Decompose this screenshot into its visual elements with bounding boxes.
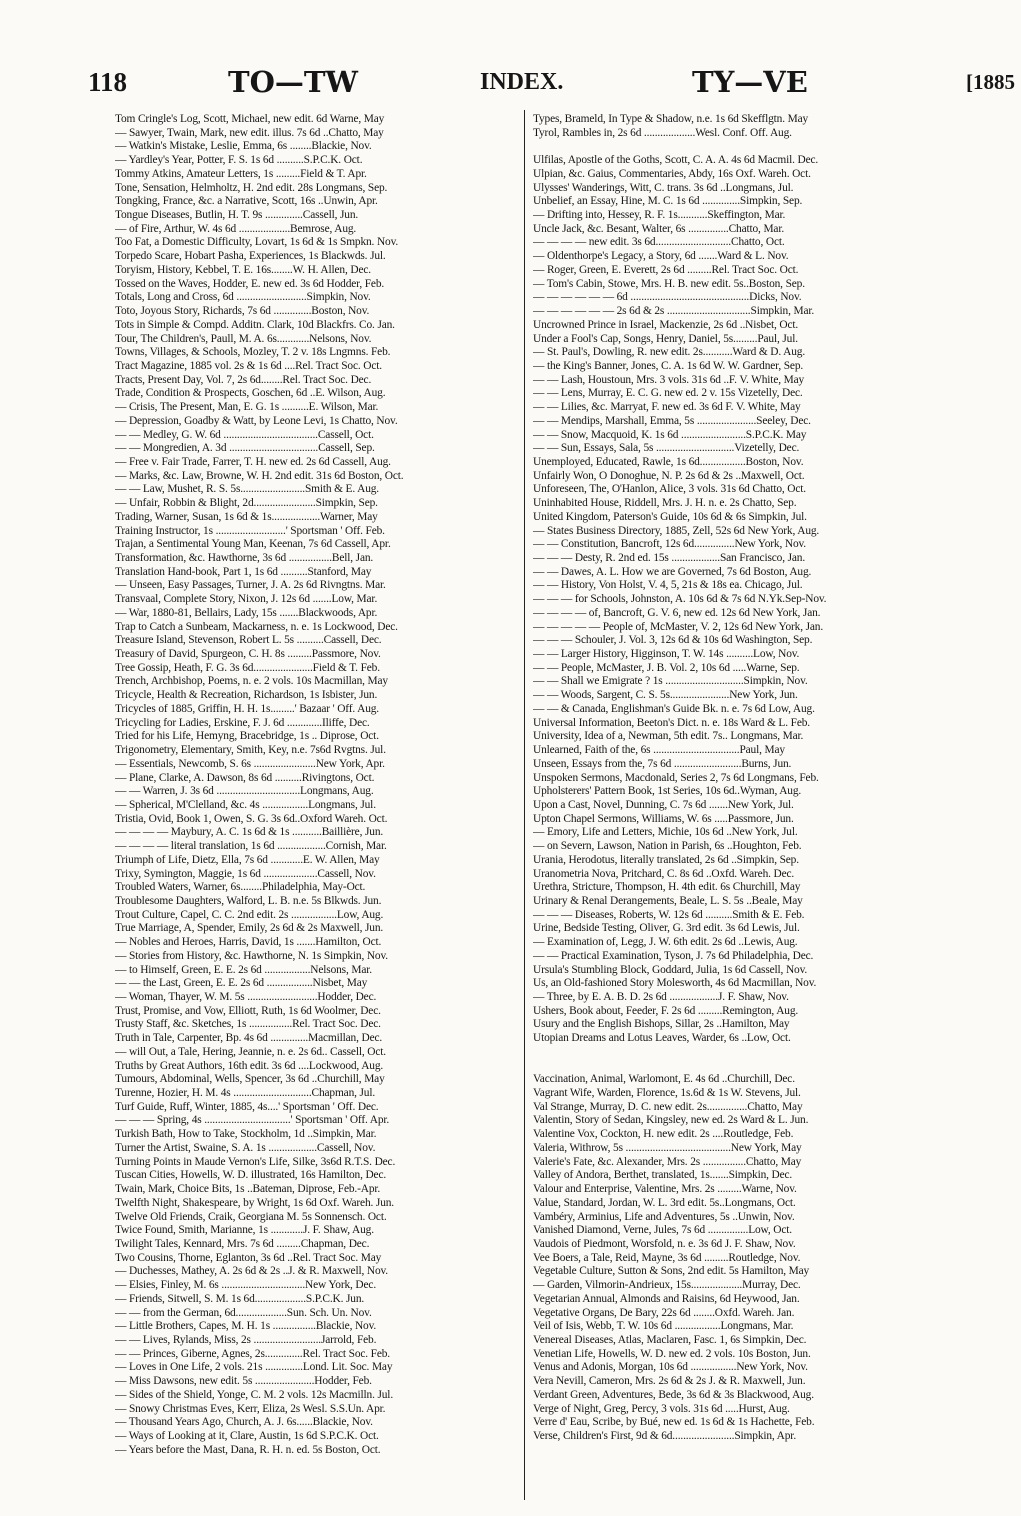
index-entry: — — History, Von Holst, V. 4, 5, 21s & 18s ea. Chicago, Jul. [533, 579, 803, 592]
index-entry: Urethra, Stricture, Thompson, H. 4th edit. 6s Churchill, May [533, 881, 801, 894]
index-entry: Upon a Cast, Novel, Dunning, C. 7s 6d .......New York, Jul. [533, 798, 794, 811]
index-entry: Tommy Atkins, Amateur Letters, 1s .........Field & T. Apr. [115, 167, 367, 180]
index-entry: Venus and Adonis, Morgan, 10s 6d .................New York, Nov. [533, 1361, 808, 1374]
index-entry: — to Himself, Green, E. E. 2s 6d .................Nelsons, Mar. [115, 963, 372, 976]
index-entry: Ulfilas, Apostle of the Goths, Scott, C. A. A. 4s 6d Macmil. Dec. [533, 154, 819, 167]
index-entry: Verre d' Eau, Scribe, by Bué, new ed. 1s 6d & 1s Hachette, Feb. [533, 1416, 815, 1429]
index-entry: Vaudois of Piedmont, Worsfold, n. e. 3s 6d J. F. Shaw, Nov. [533, 1237, 796, 1250]
index-entry: — Plane, Clarke, A. Dawson, 8s 6d ..........Rivingtons, Oct. [115, 771, 375, 784]
index-entry: — Watkin's Mistake, Leslie, Emma, 6s ........Blackie, Nov. [115, 140, 372, 153]
index-entry: — Years before the Mast, Dana, R. H. n. ed. 5s Boston, Oct. [115, 1443, 381, 1456]
index-entry: Turner the Artist, Swaine, S. A. 1s ..................Cassell, Nov. [115, 1141, 376, 1154]
index-entry: Valley of Andora, Berthet, translated, 1s.......Simpkin, Dec. [533, 1169, 793, 1182]
index-entry: Tots in Simple & Compd. Additn. Clark, 10d Blackfrs. Co. Jan. [115, 318, 395, 331]
index-entry: — Yardley's Year, Potter, F. S. 1s 6d ..........S.P.C.K. Oct. [115, 154, 363, 167]
index-entry: — Stories from History, &c. Hawthorne, N. 1s Simpkin, Nov. [115, 949, 388, 962]
index-entry: — — Law, Mushet, R. S. 5s........................Smith & E. Aug. [115, 483, 379, 496]
index-entry: — — — Spring, 4s ................................' Sportsman ' Off. Apr. [115, 1114, 390, 1127]
index-entry: Valentine Vox, Cockton, H. new edit. 2s ....Routledge, Feb. [533, 1128, 794, 1141]
index-entry: — — — Schouler, J. Vol. 3, 12s 6d & 10s 6d Washington, Sep. [533, 634, 813, 647]
index-entry: — — Medley, G. W. 6d ...................................Cassell, Oct. [115, 428, 374, 441]
index-entry: Ulpian, &c. Gaius, Commentaries, Abdy, 16s Oxf. Wareh. Oct. [533, 167, 811, 180]
index-entry: — Little Brothers, Capes, M. H. 1s ................Blackie, Nov. [115, 1320, 377, 1333]
index-entry: Turenne, Hozier, H. M. 4s .............................Chapman, Jul. [115, 1087, 376, 1100]
index-entry: Troubled Waters, Warner, 6s........Philadelphia, May-Oct. [115, 881, 366, 894]
index-entry: — — — — — — 2s 6d & 2s ...............................Simpkin, Mar. [533, 305, 815, 318]
index-entry: Tricycling for Ladies, Erskine, F. J. 6d .............Iliffe, Dec. [115, 716, 370, 729]
index-entry: — Spherical, M'Clelland, &c. 4s .................Longmans, Jul. [115, 798, 376, 811]
index-entry: Toto, Joyous Story, Richards, 7s 6d ..............Boston, Nov. [115, 305, 370, 318]
index-entry: — — Shall we Emigrate ? 1s .............................Simpkin, Nov. [533, 675, 808, 688]
index-entry: Triumph of Life, Dietz, Ella, 7s 6d ............E. W. Allen, May [115, 853, 380, 866]
index-entry: Upholsterers' Pattern Book, 1st Series, 10s 6d..Wyman, Aug. [533, 785, 802, 798]
index-entry: Turf Guide, Ruff, Winter, 1885, 4s....' Sportsman ' Off. Dec. [115, 1100, 379, 1113]
index-entry: — Friends, Sitwell, S. M. 1s 6d...................S.P.C.K. Jun. [115, 1292, 365, 1305]
index-entry: — — Princes, Giberne, Agnes, 2s..............Rel. Tract Soc. Feb. [115, 1347, 390, 1360]
index-entry: — Tom's Cabin, Stowe, Mrs. H. B. new edit. 5s..Boston, Sep. [533, 277, 805, 290]
index-entry: — Woman, Thayer, W. M. 5s ..........................Hodder, Dec. [115, 991, 377, 1003]
index-entry: Vambéry, Arminius, Life and Adventures, 5s ..Unwin, Nov. [533, 1210, 795, 1223]
index-entry: Tried for his Life, Hemyng, Bracebridge, 1s .. Diprose, Oct. [115, 730, 379, 743]
index-entry: — Free v. Fair Trade, Farrer, T. H. new ed. 2s 6d Cassell, Aug. [115, 455, 391, 468]
index-entry: Training Instructor, 1s ..........................' Sportsman ' Off. Feb. [115, 524, 385, 537]
index-entry: — Depression, Goadby & Watt, by Leone Levi, 1s Chatto, Nov. [115, 414, 398, 427]
index-entry: Tract Magazine, 1885 vol. 2s & 1s 6d ....Rel. Tract Soc. Oct. [115, 359, 382, 372]
index-entry: — — — for Schools, Johnston, A. 10s 6d & 7s 6d N.Yk.Sep-Nov. [533, 593, 827, 606]
index-entry: — Duchesses, Mathey, A. 2s 6d & 2s ..J. & R. Maxwell, Nov. [115, 1265, 388, 1278]
index-entry: — Thousand Years Ago, Church, A. J. 6s......Blackie, Nov. [115, 1416, 373, 1429]
index-entry: Val Strange, Murray, D. C. new edit. 2s...............Chatto, May [533, 1100, 803, 1113]
index-entry: — Loves in One Life, 2 vols. 21s ..............Lond. Lit. Soc. May [115, 1361, 393, 1374]
index-entry: — Three, by E. A. B. D. 2s 6d ..................J. F. Shaw, Nov. [533, 991, 789, 1003]
index-entry: — — from the German, 6d...................Sun. Sch. Un. Nov. [115, 1306, 372, 1319]
index-entry: Trusty Staff, &c. Sketches, 1s ................Rel. Tract Soc. Dec. [115, 1018, 381, 1031]
index-entry: Trust, Promise, and Vow, Elliott, Ruth, 1s 6d Woolmer, Dec. [115, 1004, 381, 1017]
index-entry: — Nobles and Heroes, Harris, David, 1s .......Hamilton, Oct. [115, 936, 382, 949]
index-entry: — — & Canada, Englishman's Guide Bk. n. e. 7s 6d Low, Aug. [533, 702, 815, 715]
index-entry: Uranometria Nova, Pritchard, C. 8s 6d ..Oxfd. Wareh. Dec. [533, 867, 795, 880]
index-entry: — Unfair, Robbin & Blight, 2d.......................Simpkin, Sep. [115, 497, 378, 510]
index-entry: Tom Cringle's Log, Scott, Michael, new edit. 6d Warne, May [115, 113, 385, 125]
index-entry: — — — — new edit. 3s 6d............................Chatto, Oct. [533, 236, 785, 249]
index-entry: — Oldenthorpe's Legacy, a Story, 6d .......Ward & L. Nov. [533, 250, 789, 263]
index-entry: Unspoken Sermons, Macdonald, Series 2, 7s 6d Longmans, Feb. [533, 771, 819, 784]
index-entry: — — Mendips, Marshall, Emma, 5s ......................Seeley, Dec. [533, 414, 811, 427]
index-entry: — Marks, &c. Law, Browne, W. H. 2nd edit. 31s 6d Boston, Oct. [115, 469, 404, 482]
index-entry: Treasury of David, Spurgeon, C. H. 8s .........Passmore, Nov. [115, 648, 381, 661]
index-entry: Twilight Tales, Kennard, Mrs. 7s 6d .........Chapman, Dec. [115, 1237, 370, 1250]
index-entry: Unseen, Essays from the, 7s 6d .........................Burns, Jun. [533, 757, 792, 770]
index-entry: Tongking, France, &c. a Narrative, Scott, 16s ..Unwin, Apr. [115, 195, 378, 208]
index-entry: — — — — literal translation, 1s 6d ..................Cornish, Mar. [115, 840, 387, 853]
index-entry: Tricycle, Health & Recreation, Richardson, 1s Isbister, Jun. [115, 689, 378, 702]
index-entry: Transformation, &c. Hawthorne, 3s 6d ................Bell, Jan. [115, 552, 374, 564]
index-entry: Tongue Diseases, Butlin, H. T. 9s ..............Cassell, Jun. [115, 209, 359, 222]
index-entry: Veil of Isis, Webb, T. W. 10s 6d .................Longmans, Mar. [533, 1320, 794, 1333]
index-entry: Unforeseen, The, O'Hanlon, Alice, 3 vols. 31s 6d Chatto, Oct. [533, 483, 806, 496]
index-entry: — — Sun, Essays, Sala, 5s .............................Vizetelly, Dec. [533, 442, 800, 455]
index-entry: Twice Found, Smith, Marianne, 1s ............J. F. Shaw, Aug. [115, 1224, 374, 1237]
left-range-heading: TO—TW [228, 65, 358, 99]
index-entry: Valeria, Withrow, 5s .......................................New York, May [533, 1141, 802, 1154]
index-entry: Tristia, Ovid, Book 1, Owen, S. G. 3s 6d..Oxford Wareh. Oct. [115, 812, 388, 825]
index-entry: Usury and the English Bishops, Sillar, 2s ..Hamilton, May [533, 1018, 790, 1031]
index-entry: Tyrol, Rambles in, 2s 6d ...................Wesl. Conf. Off. Aug. [533, 126, 792, 139]
index-entry: Urine, Bedside Testing, Oliver, G. 3rd edit. 3s 6d Lewis, Jul. [533, 922, 800, 935]
index-entry: Treasure Island, Stevenson, Robert L. 5s ..........Cassell, Dec. [115, 634, 382, 647]
index-entry: — Garden, Vilmorin-Andrieux, 15s...................Murray, Dec. [533, 1279, 801, 1292]
index-entry: Too Fat, a Domestic Difficulty, Lovart, 1s 6d & 1s Smpkn. Nov. [115, 236, 399, 249]
index-entry: Trajan, a Sentimental Young Man, Keenan, 7s 6d Cassell, Apr. [115, 538, 391, 551]
section-gap [533, 140, 951, 154]
index-entry: — War, 1880-81, Bellairs, Lady, 15s .......Blackwoods, Apr. [115, 606, 378, 619]
index-entry: Trixy, Symington, Maggie, 1s 6d ....................Cassell, Nov. [115, 867, 376, 880]
index-entry: Totals, Long and Cross, 6d ..........................Simpkin, Nov. [115, 291, 371, 304]
index-entry: Vanished Diamond, Verne, Jules, 7s 6d ...............Low, Oct. [533, 1224, 792, 1237]
index-entry: Verse, Children's First, 9d & 6d.......................Simpkin, Apr. [533, 1430, 797, 1442]
index-entry: Uninhabited House, Riddell, Mrs. J. H. n. e. 2s Chatto, Sep. [533, 497, 797, 510]
index-entry: Under a Fool's Cap, Songs, Henry, Daniel, 5s.........Paul, Jul. [533, 332, 798, 345]
index-entry: Urinary & Renal Derangements, Beale, L. S. 5s ..Beale, May [533, 894, 803, 907]
index-entry: Twelfth Night, Shakespeare, by Wright, 1s 6d Oxf. Wareh. Jun. [115, 1196, 394, 1209]
index-entry: — Miss Dawsons, new edit. 5s ......................Hodder, Feb. [115, 1375, 372, 1388]
left-column [115, 113, 517, 1457]
right-range-heading: TY—VE [692, 65, 808, 99]
index-entry: Tone, Sensation, Helmholtz, H. 2nd edit. 28s Longmans, Sep. [115, 181, 388, 194]
index-entry: Unlearned, Faith of the, 6s ................................Paul, May [533, 744, 785, 757]
index-entry: Troublesome Daughters, Walford, L. B. n.e. 5s Blkwds. Jun. [115, 894, 382, 907]
index-entry: Tracts, Present Day, Vol. 7, 2s 6d........Rel. Tract Soc. Dec. [115, 373, 372, 386]
index-entry: Vaccination, Animal, Warlomont, E. 4s 6d ..Churchill, Dec. [533, 1073, 795, 1086]
index-entry: Turkish Bath, How to Take, Stockholm, 1d ..Simpkin, Mar. [115, 1128, 377, 1141]
section-gap [533, 1046, 951, 1060]
index-entry: Valour and Enterprise, Valentine, Mrs. 2s .........Warne, Nov. [533, 1183, 797, 1196]
index-entry: Unemployed, Educated, Rawle, 1s 6d.................Boston, Nov. [533, 455, 804, 468]
index-entry: — will Out, a Tale, Hering, Jeannie, n. e. 2s 6d.. Cassell, Oct. [115, 1045, 386, 1058]
index-entry: Utopian Dreams and Lotus Leaves, Warder, 6s ..Low, Oct. [533, 1032, 791, 1045]
index-entry: Trench, Archbishop, Poems, n. e. 2 vols. 10s Macmillan, May [115, 675, 388, 688]
index-entry: — — Lilies, &c. Marryat, F. new ed. 3s 6d F. V. White, May [533, 401, 801, 414]
index-entry: Ursula's Stumbling Block, Goddard, Julia, 1s 6d Cassell, Nov. [533, 963, 808, 976]
index-entry: — Unseen, Easy Passages, Turner, J. A. 2s 6d Rivngtns. Mar. [115, 579, 386, 592]
index-entry: — Sawyer, Twain, Mark, new edit. illus. 7s 6d ..Chatto, May [115, 126, 384, 139]
index-entry: Transvaal, Complete Story, Nixon, J. 12s 6d .......Low, Mar. [115, 593, 378, 606]
index-entry: Ulysses' Wanderings, Witt, C. trans. 3s 6d ..Longmans, Jul. [533, 181, 794, 194]
index-entry: Two Cousins, Thorne, Eglanton, 3s 6d ..Rel. Tract Soc. May [115, 1251, 382, 1264]
index-entry: Tree Gossip, Heath, F. G. 3s 6d......................Field & T. Feb. [115, 661, 380, 674]
index-entry: — Roger, Green, E. Everett, 2s 6d .........Rel. Tract Soc. Oct. [533, 263, 799, 276]
index-entry: Twelve Old Friends, Craik, Georgiana M. 5s Sonnensch. Oct. [115, 1210, 387, 1223]
index-entry: — Elsies, Finley, M. 6s ...............................New York, Dec. [115, 1279, 377, 1292]
index-entry: Urania, Herodotus, literally translated, 2s 6d ..Simpkin, Sep. [533, 853, 799, 866]
index-entry: — — — Desty, R. 2nd ed. 15s ..................San Francisco, Jan. [533, 552, 806, 564]
index-entry: — of Fire, Arthur, W. 4s 6d ...................Bemrose, Aug. [115, 222, 357, 235]
index-entry: Trout Culture, Capel, C. C. 2nd edit. 2s .................Low, Aug. [115, 908, 384, 921]
index-entry: — St. Paul's, Dowling, R. new edit. 2s...........Ward & D. Aug. [533, 346, 806, 359]
index-entry: Tuscan Cities, Howells, W. D. illustrated, 16s Hamilton, Dec. [115, 1169, 387, 1182]
index-entry: Trade, Condition & Prospects, Goschen, 6d ..E. Wilson, Aug. [115, 387, 386, 400]
right-column [533, 113, 951, 1444]
index-entry: — — Woods, Sargent, C. S. 5s......................New York, Jun. [533, 689, 798, 702]
index-entry: Vegetative Organs, De Bary, 22s 6d ........Oxfd. Wareh. Jan. [533, 1306, 795, 1319]
index-entry: University, Idea of a, Newman, 5th edit. 7s.. Longmans, Mar. [533, 730, 804, 743]
index-entry: Torpedo Scare, Hobart Pasha, Experiences, 1s Blackwds. Jul. [115, 250, 386, 263]
index-entry: Twain, Mark, Choice Bits, 1s ..Bateman, Diprose, Feb.-Apr. [115, 1183, 381, 1196]
index-entry: Upton Chapel Sermons, Williams, W. 6s .....Passmore, Jun. [533, 812, 794, 825]
index-entry: Unfairly Won, O Donoghue, N. P. 2s 6d & 2s ..Maxwell, Oct. [533, 469, 805, 482]
index-entry: — — Constitution, Bancroft, 12s 6d...............New York, Nov. [533, 538, 806, 551]
index-entry: Types, Brameld, In Type & Shadow, n.e. 1s 6d Skefflgtn. May [533, 113, 809, 125]
index-entry: — — People, McMaster, J. B. Vol. 2, 10s 6d .....Warne, Sep. [533, 661, 800, 674]
index-entry: — — — — — People of, McMaster, V. 2, 12s 6d New York, Jan. [533, 620, 824, 633]
index-entry: Truths by Great Authors, 16th edit. 3s 6d ....Lockwood, Aug. [115, 1059, 384, 1072]
index-entry: — Emory, Life and Letters, Michie, 10s 6d ..New York, Jul. [533, 826, 798, 839]
index-entry: Vera Nevill, Cameron, Mrs. 2s 6d & 2s J. & R. Maxwell, Jun. [533, 1375, 806, 1388]
index-entry: — — Mongredien, A. 3d .................................Cassell, Sep. [115, 442, 375, 455]
index-entry: — the King's Banner, Jones, C. A. 1s 6d W. W. Gardner, Sep. [533, 359, 804, 372]
index-entry: Tricycles of 1885, Griffin, H. H. 1s.........' Bazaar ' Off. Aug. [115, 702, 380, 715]
index-entry: — — Lash, Houstoun, Mrs. 3 vols. 31s 6d ..F. V. White, May [533, 373, 805, 386]
year-label: [1885 [966, 70, 1015, 94]
index-title: INDEX. [480, 69, 564, 95]
index-entry: — Sides of the Shield, Yonge, C. M. 2 vols. 12s Macmilln. Jul. [115, 1388, 394, 1401]
index-entry: — States Business Directory, 1885, Zell, 52s 6d New York, Aug. [533, 524, 820, 537]
index-entry: — — Lens, Murray, E. C. G. new ed. 2 v. 15s Vizetelly, Dec. [533, 387, 803, 400]
column-divider [524, 110, 525, 1500]
index-entry: Valentin, Story of Sedan, Kingsley, new ed. 2s Ward & L. Jun. [533, 1114, 809, 1127]
index-entry: — — Dawes, A. L. How we are Governed, 7s 6d Boston, Aug. [533, 565, 812, 578]
index-entry: Toryism, History, Kebbel, T. E. 16s........W. H. Allen, Dec. [115, 263, 371, 276]
index-entry: Tour, The Children's, Paull, M. A. 6s............Nelsons, Nov. [115, 332, 372, 345]
index-entry: — — — — — — 6d ............................................Dicks, Nov. [533, 291, 802, 304]
index-entry: — — Larger History, Higginson, T. W. 14s ..........Low, Nov. [533, 648, 800, 661]
index-entry: Tossed on the Waves, Hodder, E. new ed. 3s 6d Hodder, Feb. [115, 277, 385, 290]
index-entry: — — Lives, Rylands, Miss, 2s .........................Jarrold, Feb. [115, 1333, 377, 1346]
index-entry: Ushers, Book about, Feeder, F. 2s 6d .........Remington, Aug. [533, 1004, 799, 1017]
index-entry: Trigonometry, Elementary, Smith, Key, n.e. 7s6d Rvgtns. Jul. [115, 744, 386, 757]
index-entry: Vegetarian Annual, Almonds and Raisins, 6d Heywood, Jan. [533, 1292, 800, 1305]
index-entry: Value, Standard, Jordan, W. L. 3rd edit. 5s..Longmans, Oct. [533, 1196, 796, 1209]
index-entry: — — — — Maybury, A. C. 1s 6d & 1s ...........Baillière, Jun. [115, 826, 384, 839]
index-entry: Towns, Villages, & Schools, Mozley, T. 2 v. 18s Lngmns. Feb. [115, 346, 391, 359]
index-entry: Uncle Jack, &c. Besant, Walter, 6s ...............Chatto, Mar. [533, 222, 785, 235]
index-entry: Trading, Warner, Susan, 1s 6d & 1s..................Warner, May [115, 510, 378, 523]
index-entry: Us, an Old-fashioned Story Molesworth, 4s 6d Macmillan, Nov. [533, 977, 817, 990]
index-entry: Trap to Catch a Sunbeam, Mackarness, n. e. 1s Lockwood, Dec. [115, 620, 398, 633]
index-entry: Venetian Life, Howells, W. D. new ed. 2 vols. 10s Boston, Jun. [533, 1347, 811, 1360]
index-entry: — Snowy Christmas Eves, Kerr, Eliza, 2s Wesl. S.S.Un. Apr. [115, 1402, 386, 1415]
index-entry: Turning Points in Maude Vernon's Life, Silke, 3s6d R.T.S. Dec. [115, 1155, 396, 1168]
page-header [0, 62, 1021, 102]
index-entry: — — Snow, Macquoid, K. 1s 6d ........................S.P.C.K. May [533, 428, 807, 441]
index-entry: Verdant Green, Adventures, Bede, 3s 6d & 3s Blackwood, Aug. [533, 1388, 814, 1401]
index-entry: United Kingdom, Paterson's Guide, 10s 6d & 6s Simpkin, Jul. [533, 510, 807, 523]
index-entry: Vagrant Wife, Warden, Florence, 1s.6d & 1s W. Stevens, Jul. [533, 1087, 801, 1100]
index-entry: — — — Diseases, Roberts, W. 12s 6d ..........Smith & E. Feb. [533, 908, 805, 921]
index-entry: Translation Hand-book, Part 1, 1s 6d ..........Stanford, May [115, 565, 372, 578]
index-entry: Uncrowned Prince in Israel, Mackenzie, 2s 6d ..Nisbet, Oct. [533, 318, 799, 331]
index-entry: — — — — of, Bancroft, G. V. 6, new ed. 12s 6d New York, Jan. [533, 606, 821, 619]
index-entry: — Crisis, The Present, Man, E. G. 1s ..........E. Wilson, Mar. [115, 401, 379, 414]
index-entry: — — the Last, Green, E. E. 2s 6d .................Nisbet, May [115, 977, 368, 990]
index-entry: Vee Boers, a Tale, Reid, Mayne, 3s 6d .........Routledge, Nov. [533, 1251, 801, 1264]
index-entry: — — Warren, J. 3s 6d ...............................Longmans, Aug. [115, 785, 374, 798]
index-entry: — — Practical Examination, Tyson, J. 7s 6d Philadelphia, Dec. [533, 949, 814, 962]
index-entry: Vegetable Culture, Sutton & Sons, 2nd edit. 5s Hamilton, May [533, 1265, 810, 1278]
index-entry: Verge of Night, Greg, Percy, 3 vols. 31s 6d .....Hurst, Aug. [533, 1402, 790, 1415]
index-entry: Venereal Diseases, Atlas, Maclaren, Fasc. 1, 6s Simpkin, Dec. [533, 1333, 807, 1346]
index-entry: — on Severn, Lawson, Nation in Parish, 6s ..Houghton, Feb. [533, 840, 802, 853]
index-entry: Universal Information, Beeton's Dict. n. e. 18s Ward & L. Feb. [533, 716, 810, 729]
index-entry: Tumours, Abdominal, Wells, Spencer, 3s 6d ..Churchill, May [115, 1073, 385, 1086]
index-entry: — Essentials, Newcomb, S. 6s .......................New York, Apr. [115, 757, 385, 770]
index-entry: — Drifting into, Hessey, R. F. 1s...........Skeffington, Mar. [533, 209, 786, 222]
index-entry: — Examination of, Legg, J. W. 6th edit. 2s 6d ..Lewis, Aug. [533, 936, 798, 949]
section-gap [533, 1060, 951, 1074]
index-entry: — Ways of Looking at it, Clare, Austin, 1s 6d S.P.C.K. Oct. [115, 1430, 379, 1442]
index-entry: Valerie's Fate, &c. Alexander, Mrs. 2s ................Chatto, May [533, 1155, 802, 1168]
page-number: 118 [88, 67, 128, 97]
index-entry: True Marriage, A, Spender, Emily, 2s 6d & 2s Maxwell, Jun. [115, 922, 384, 935]
index-entry: Unbelief, an Essay, Hine, M. C. 1s 6d ..............Simpkin, Sep. [533, 195, 803, 208]
index-entry: Truth in Tale, Carpenter, Bp. 4s 6d ..............Macmillan, Dec. [115, 1032, 383, 1045]
